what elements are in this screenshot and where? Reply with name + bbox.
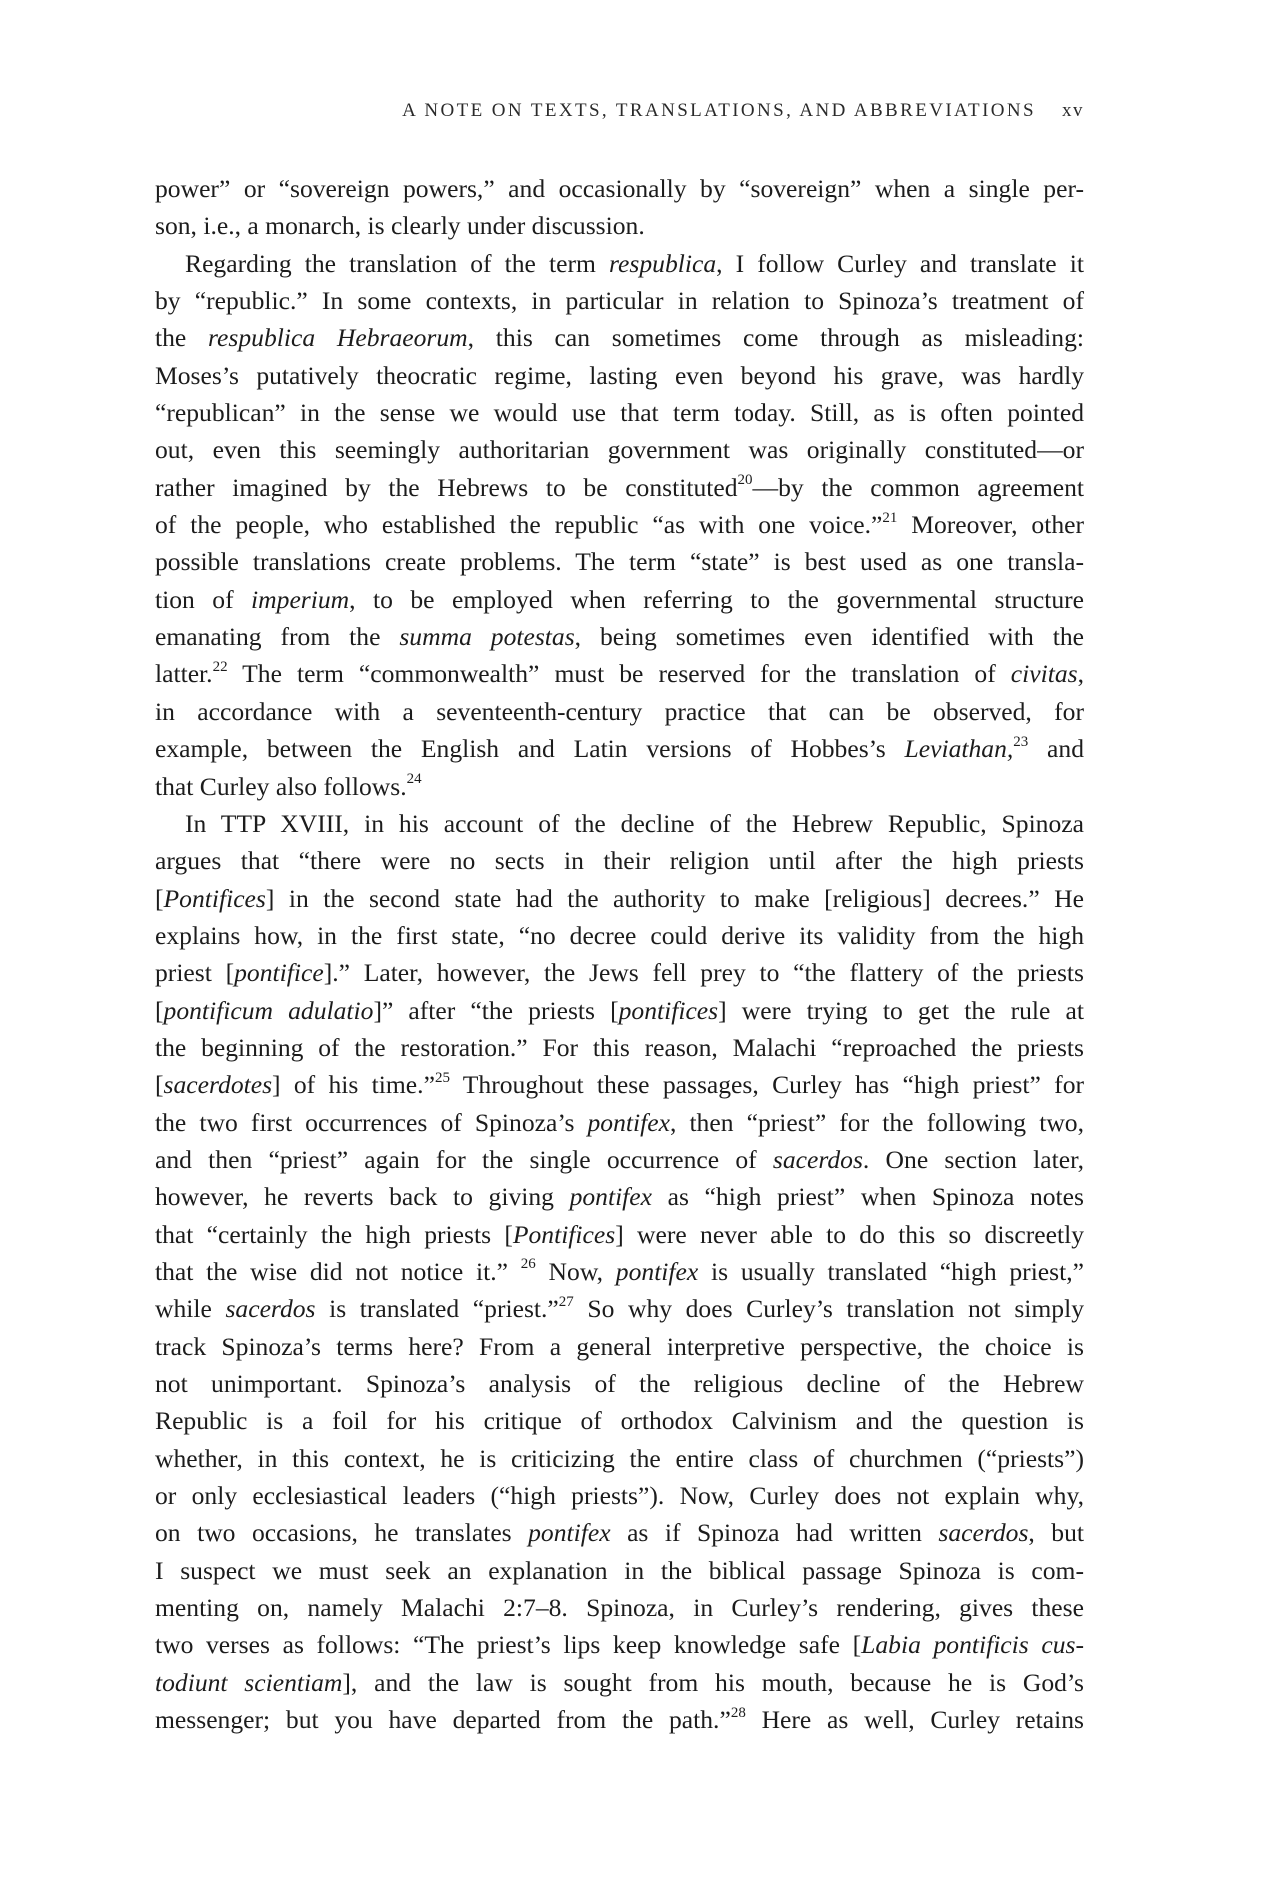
running-title: A NOTE ON TEXTS, TRANSLATIONS, AND ABBREVIATIONS [402,100,1036,121]
italic-term: respublica Hebraeorum [208,323,468,353]
text-run: , being sometimes even identified with the [574,622,1085,652]
text-line [155,954,1084,991]
text-line [155,618,1084,655]
text-run: explains how, in the first state, “no decree could derive its validity from the high [155,920,1084,950]
text-line [155,1178,1084,1215]
text-line [155,1066,1084,1103]
text-line [155,170,1084,207]
text-run: that “certainly the high priests [ [155,1219,513,1249]
italic-term: pontificum adulatio [163,995,374,1025]
text-run: that Curley also follows. [155,771,407,801]
text-run: ] were trying to get the rule at [718,995,1084,1025]
italic-term: pontifex [587,1107,670,1137]
text-run: rather imagined by the Hebrews to be constituted [155,472,738,502]
text-line [155,1029,1084,1066]
italic-term: Labia pontificis cus- [861,1630,1084,1660]
italic-term: pontifice [234,958,324,988]
text-run: In TTP XVIII, in his account of the decline of the Hebrew Republic, Spinoza [185,808,1084,838]
text-run: example, between the English and Latin versions of Hobbes’s [155,734,905,764]
text-line [155,581,1084,618]
text-run: by “republic.” In some contexts, in particular in relation to Spinoza’s treatment of [155,286,1084,316]
text-run: while [155,1294,226,1324]
text-line [155,1589,1084,1626]
text-line [155,1216,1084,1253]
footnote-ref: 21 [882,509,898,526]
text-run: the [155,323,209,353]
footnote-ref: 28 [730,1704,746,1721]
text-line [155,394,1084,431]
text-run: tion of [155,584,252,614]
text-run: menting on, namely Malachi 2:7–8. Spinoza, in Curley’s rendering, gives these [155,1593,1084,1623]
text-run: The term “commonwealth” must be reserved for the translation of [227,659,1011,689]
text-line [155,207,1084,244]
text-run: [ [155,995,164,1025]
italic-term: summa potestas [399,622,575,652]
footnote-ref: 20 [737,472,753,489]
text-line [155,1701,1084,1738]
text-line [155,1664,1084,1701]
text-run: Throughout these passages, Curley has “high priest” for [449,1070,1085,1100]
text-run: ].” Later, however, the Jews fell prey to “the flattery of the priests [323,958,1084,988]
text-line [155,1328,1084,1365]
text-run: and then “priest” again for the single occurrence of [155,1144,773,1174]
text-run: Republic is a foil for his critique of orthodox Calvinism and the question is [155,1406,1084,1436]
text-line [155,1477,1084,1514]
text-line [155,1365,1084,1402]
text-run: Here as well, Curley retains [745,1705,1084,1735]
text-run: messenger; but you have departed from the path.” [155,1705,731,1735]
italic-term: Leviathan, [904,734,1014,764]
running-head [155,100,1084,122]
text-line [155,357,1084,394]
text-run: as if Spinoza had written [610,1518,939,1548]
footnote-ref: 25 [434,1069,450,1086]
text-line [155,319,1084,356]
footnote-ref: 27 [558,1293,574,1310]
text-run: emanating from the [155,622,400,652]
text-run: Moses’s putatively theocratic regime, lasting even beyond his grave, was hardly [155,360,1084,390]
text-run: “republican” in the sense we would use that term today. Still, as is often pointed [155,398,1084,428]
text-run: possible translations create problems. The term “state” is best used as one transla- [155,547,1084,577]
body-text [155,170,1084,1738]
text-line [155,245,1084,282]
text-run: [ [155,1070,164,1100]
text-line [155,1514,1084,1551]
text-run: out, even this seemingly authoritarian government was originally constituted—or [155,435,1084,465]
text-line [155,992,1084,1029]
text-line [155,431,1084,468]
text-run: priest [ [155,958,235,988]
italic-term: respublica [609,248,717,278]
text-line [155,1104,1084,1141]
text-run: whether, in this context, he is criticizing the entire class of churchmen (“priests”) [155,1443,1084,1473]
text-run: . One section later, [862,1144,1084,1174]
text-run: as “high priest” when Spinoza notes [652,1182,1084,1212]
text-line [155,693,1084,730]
text-line [155,768,1084,805]
text-run: ] in the second state had the authority to make [religious] decrees.” He [265,883,1084,913]
text-run: —by the common agreement [752,472,1084,502]
text-run: ]” after “the priests [ [373,995,619,1025]
text-line [155,805,1084,842]
text-line [155,1402,1084,1439]
text-line [155,506,1084,543]
text-run: however, he reverts back to giving [155,1182,570,1212]
text-run: track Spinoza’s terms here? From a general interpretive perspective, the choice is [155,1331,1084,1361]
italic-term: todiunt scientiam [155,1667,343,1697]
text-line [155,1626,1084,1663]
text-line [155,655,1084,692]
text-line [155,842,1084,879]
text-run: power” or “sovereign powers,” and occasionally by “sovereign” when a single per- [155,174,1084,203]
text-line [155,730,1084,767]
text-line [155,880,1084,917]
text-line [155,1141,1084,1178]
italic-term: pontifices [618,995,719,1025]
text-run: not unimportant. Spinoza’s analysis of the religious decline of the Hebrew [155,1369,1084,1398]
italic-term: sacerdotes [163,1070,273,1100]
text-line [155,543,1084,580]
italic-term: sacerdos [225,1294,316,1324]
text-run: or only ecclesiastical leaders (“high priests”). Now, Curley does not explain why, [155,1481,1084,1511]
italic-term: imperium [251,584,350,614]
text-run: latter. [155,659,213,689]
text-line [155,469,1084,506]
text-line [155,917,1084,954]
italic-term: pontifex [569,1182,653,1212]
text-run: , then “priest” for the following two, [669,1107,1084,1137]
italic-term: sacerdos [772,1144,863,1174]
text-run: and [1028,734,1084,764]
italic-term: sacerdos [938,1518,1029,1548]
text-line [155,1253,1084,1290]
text-run: son, i.e., a monarch, is clearly under discussion. [155,211,645,241]
text-run: , this can sometimes come through as misleading: [467,323,1084,353]
text-run: argues that “there were no sects in their religion until after the high priests [155,846,1084,876]
text-run: of the people, who established the republic “as with one voice.” [155,510,883,540]
text-run: Regarding the translation of the term [185,248,610,278]
text-run: ] of his time.” [272,1070,435,1100]
italic-term: Pontifices [512,1219,616,1249]
footnote-ref: 24 [406,770,422,787]
text-run: I suspect we must seek an explanation in the biblical passage Spinoza is com- [155,1555,1084,1585]
text-run: Now, [535,1256,616,1286]
text-line [155,282,1084,319]
text-run: , I follow Curley and translate it [716,248,1084,278]
footnote-ref: 26 [520,1256,536,1273]
text-line [155,1290,1084,1327]
text-run: the two first occurrences of Spinoza’s [155,1107,588,1137]
footnote-ref: 22 [212,658,228,675]
text-line [155,1440,1084,1477]
text-run: in accordance with a seventeenth-century practice that can be observed, for [155,696,1084,726]
text-run: , [1077,659,1084,689]
italic-term: pontifex [615,1256,699,1286]
text-run: ] were never able to do this so discreetly [615,1219,1085,1249]
text-run: is usually translated “high priest,” [698,1256,1084,1286]
text-run: that the wise did not notice it.” [155,1256,521,1286]
text-run: two verses as follows: “The priest’s lips keep knowledge safe [ [155,1630,862,1660]
italic-term: civitas [1010,659,1078,689]
text-run: So why does Curley’s translation not simply [573,1294,1085,1324]
text-line [155,1552,1084,1589]
footnote-ref: 23 [1013,733,1029,750]
text-run: the beginning of the restoration.” For this reason, Malachi “reproached the priests [155,1032,1084,1062]
text-run: [ [155,883,164,913]
text-run: Moreover, other [897,510,1084,540]
italic-term: Pontifices [163,883,266,913]
text-run: , but [1028,1518,1084,1548]
italic-term: pontifex [528,1518,611,1548]
text-run: on two occasions, he translates [155,1518,529,1548]
text-run: , to be employed when referring to the governmental structure [349,584,1084,614]
text-run: ], and the law is sought from his mouth, because he is God’s [342,1667,1084,1697]
page-number: xv [1062,100,1084,121]
text-run: is translated “priest.” [315,1294,559,1324]
